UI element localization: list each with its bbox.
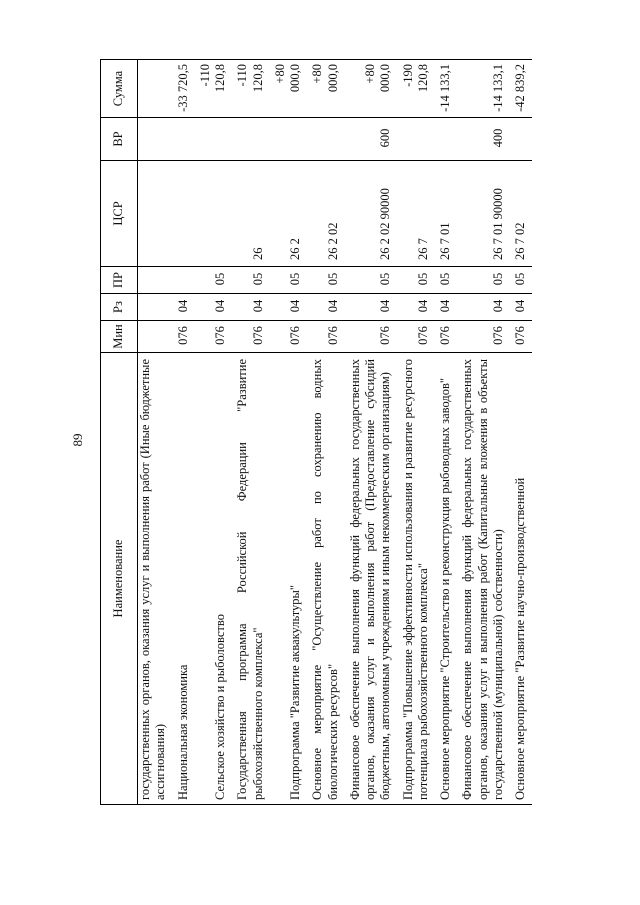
cell-rz: 04 [345, 294, 398, 321]
cell-pr [138, 267, 173, 294]
cell-vr [195, 118, 233, 161]
cell-rz [138, 294, 173, 321]
cell-sum: +80 000,0 [270, 60, 308, 118]
cell-sum: -110 120,8 [195, 60, 233, 118]
cell-sum: +80 000,0 [307, 60, 345, 118]
cell-name: Финансовое обеспечение выполнения функций федеральных государственных органов, оказания услуг и выполнения работ (Капитальные вложения в объекты государственной (муниципальной) собственности) [457, 353, 510, 805]
cell-rz: 04 [270, 294, 308, 321]
cell-rz: 04 [510, 294, 532, 321]
table-row [270, 60, 308, 805]
header-sum: Сумма [101, 60, 138, 118]
cell-name: Подпрограмма "Развитие аквакультуры" [270, 353, 308, 805]
header-vr: ВР [101, 118, 138, 161]
cell-vr [232, 118, 270, 161]
cell-min: 076 [195, 321, 233, 353]
cell-pr: 05 [232, 267, 270, 294]
table-row [138, 60, 173, 805]
cell-rz: 04 [173, 294, 195, 321]
cell-csr: 26 2 02 [307, 161, 345, 267]
cell-name: Подпрограмма "Повышение эффективности использования и развитие ресурсного потенциала рыбохозяйственного комплекса" [398, 353, 436, 805]
cell-sum: -110 120,8 [232, 60, 270, 118]
cell-vr: 600 [345, 118, 398, 161]
cell-sum [138, 60, 173, 118]
budget-table [100, 59, 532, 805]
table-row [232, 60, 270, 805]
cell-pr: 05 [195, 267, 233, 294]
cell-rz: 04 [457, 294, 510, 321]
header-csr: ЦСР [101, 161, 138, 267]
rotated-page [100, 60, 608, 805]
table-row [173, 60, 195, 805]
cell-vr [307, 118, 345, 161]
cell-name: Финансовое обеспечение выполнения функций федеральных государственных органов, оказания услуг и выполнения работ (Предоставление субсидий бюджетным, автономным учреждениям и иным некоммерческим организациям) [345, 353, 398, 805]
cell-rz: 04 [307, 294, 345, 321]
cell-name: Национальная экономика [173, 353, 195, 805]
header-name: Наименование [101, 353, 138, 805]
cell-sum: +80 000,0 [345, 60, 398, 118]
cell-csr: 26 7 02 [510, 161, 532, 267]
cell-rz: 04 [435, 294, 457, 321]
cell-csr: 26 7 [398, 161, 436, 267]
cell-csr: 26 [232, 161, 270, 267]
header-rz: Рз [101, 294, 138, 321]
cell-min: 076 [510, 321, 532, 353]
cell-csr: 26 7 01 90000 [457, 161, 510, 267]
cell-name: государственных органов, оказания услуг и выполнения работ (Иные бюджетные ассигнования) [138, 353, 173, 805]
cell-csr [195, 161, 233, 267]
cell-csr [138, 161, 173, 267]
cell-min [138, 321, 173, 353]
cell-min: 076 [270, 321, 308, 353]
table-row [510, 60, 532, 805]
cell-sum: -14 133,1 [457, 60, 510, 118]
cell-pr: 05 [435, 267, 457, 294]
cell-min: 076 [232, 321, 270, 353]
cell-sum: -190 120,8 [398, 60, 436, 118]
cell-sum: -42 839,2 [510, 60, 532, 118]
cell-sum: -33 720,5 [173, 60, 195, 118]
table-row [457, 60, 510, 805]
cell-csr: 26 7 01 [435, 161, 457, 267]
cell-pr: 05 [510, 267, 532, 294]
page-number: 89 [70, 433, 85, 447]
cell-pr: 05 [270, 267, 308, 294]
cell-min: 076 [435, 321, 457, 353]
cell-rz: 04 [398, 294, 436, 321]
cell-min: 076 [173, 321, 195, 353]
table-row [345, 60, 398, 805]
cell-vr [138, 118, 173, 161]
cell-pr: 05 [457, 267, 510, 294]
cell-sum: -14 133,1 [435, 60, 457, 118]
cell-csr: 26 2 [270, 161, 308, 267]
cell-name: Государственная программа Российской Федерации "Развитие рыбохозяйственного комплекса" [232, 353, 270, 805]
table-row [435, 60, 457, 805]
cell-csr [173, 161, 195, 267]
cell-pr: 05 [398, 267, 436, 294]
cell-rz: 04 [232, 294, 270, 321]
cell-vr [173, 118, 195, 161]
table-header-row [101, 60, 138, 805]
cell-csr: 26 2 02 90000 [345, 161, 398, 267]
cell-min: 076 [398, 321, 436, 353]
cell-vr [270, 118, 308, 161]
cell-vr [398, 118, 436, 161]
table-row [398, 60, 436, 805]
cell-name: Основное мероприятие "Строительство и реконструкция рыбоводных заводов" [435, 353, 457, 805]
cell-pr: 05 [307, 267, 345, 294]
cell-min: 076 [345, 321, 398, 353]
cell-name: Основное мероприятие "Осуществление работ по сохранению водных биологических ресурсов" [307, 353, 345, 805]
cell-vr [435, 118, 457, 161]
cell-pr: 05 [345, 267, 398, 294]
cell-name: Сельское хозяйство и рыболовство [195, 353, 233, 805]
cell-min: 076 [457, 321, 510, 353]
header-min: Мин [101, 321, 138, 353]
cell-name: Основное мероприятие "Развитие научно-производственной [510, 353, 532, 805]
table-row [195, 60, 233, 805]
cell-vr: 400 [457, 118, 510, 161]
header-pr: ПР [101, 267, 138, 294]
cell-min: 076 [307, 321, 345, 353]
table-row [307, 60, 345, 805]
cell-vr [510, 118, 532, 161]
cell-pr [173, 267, 195, 294]
cell-rz: 04 [195, 294, 233, 321]
